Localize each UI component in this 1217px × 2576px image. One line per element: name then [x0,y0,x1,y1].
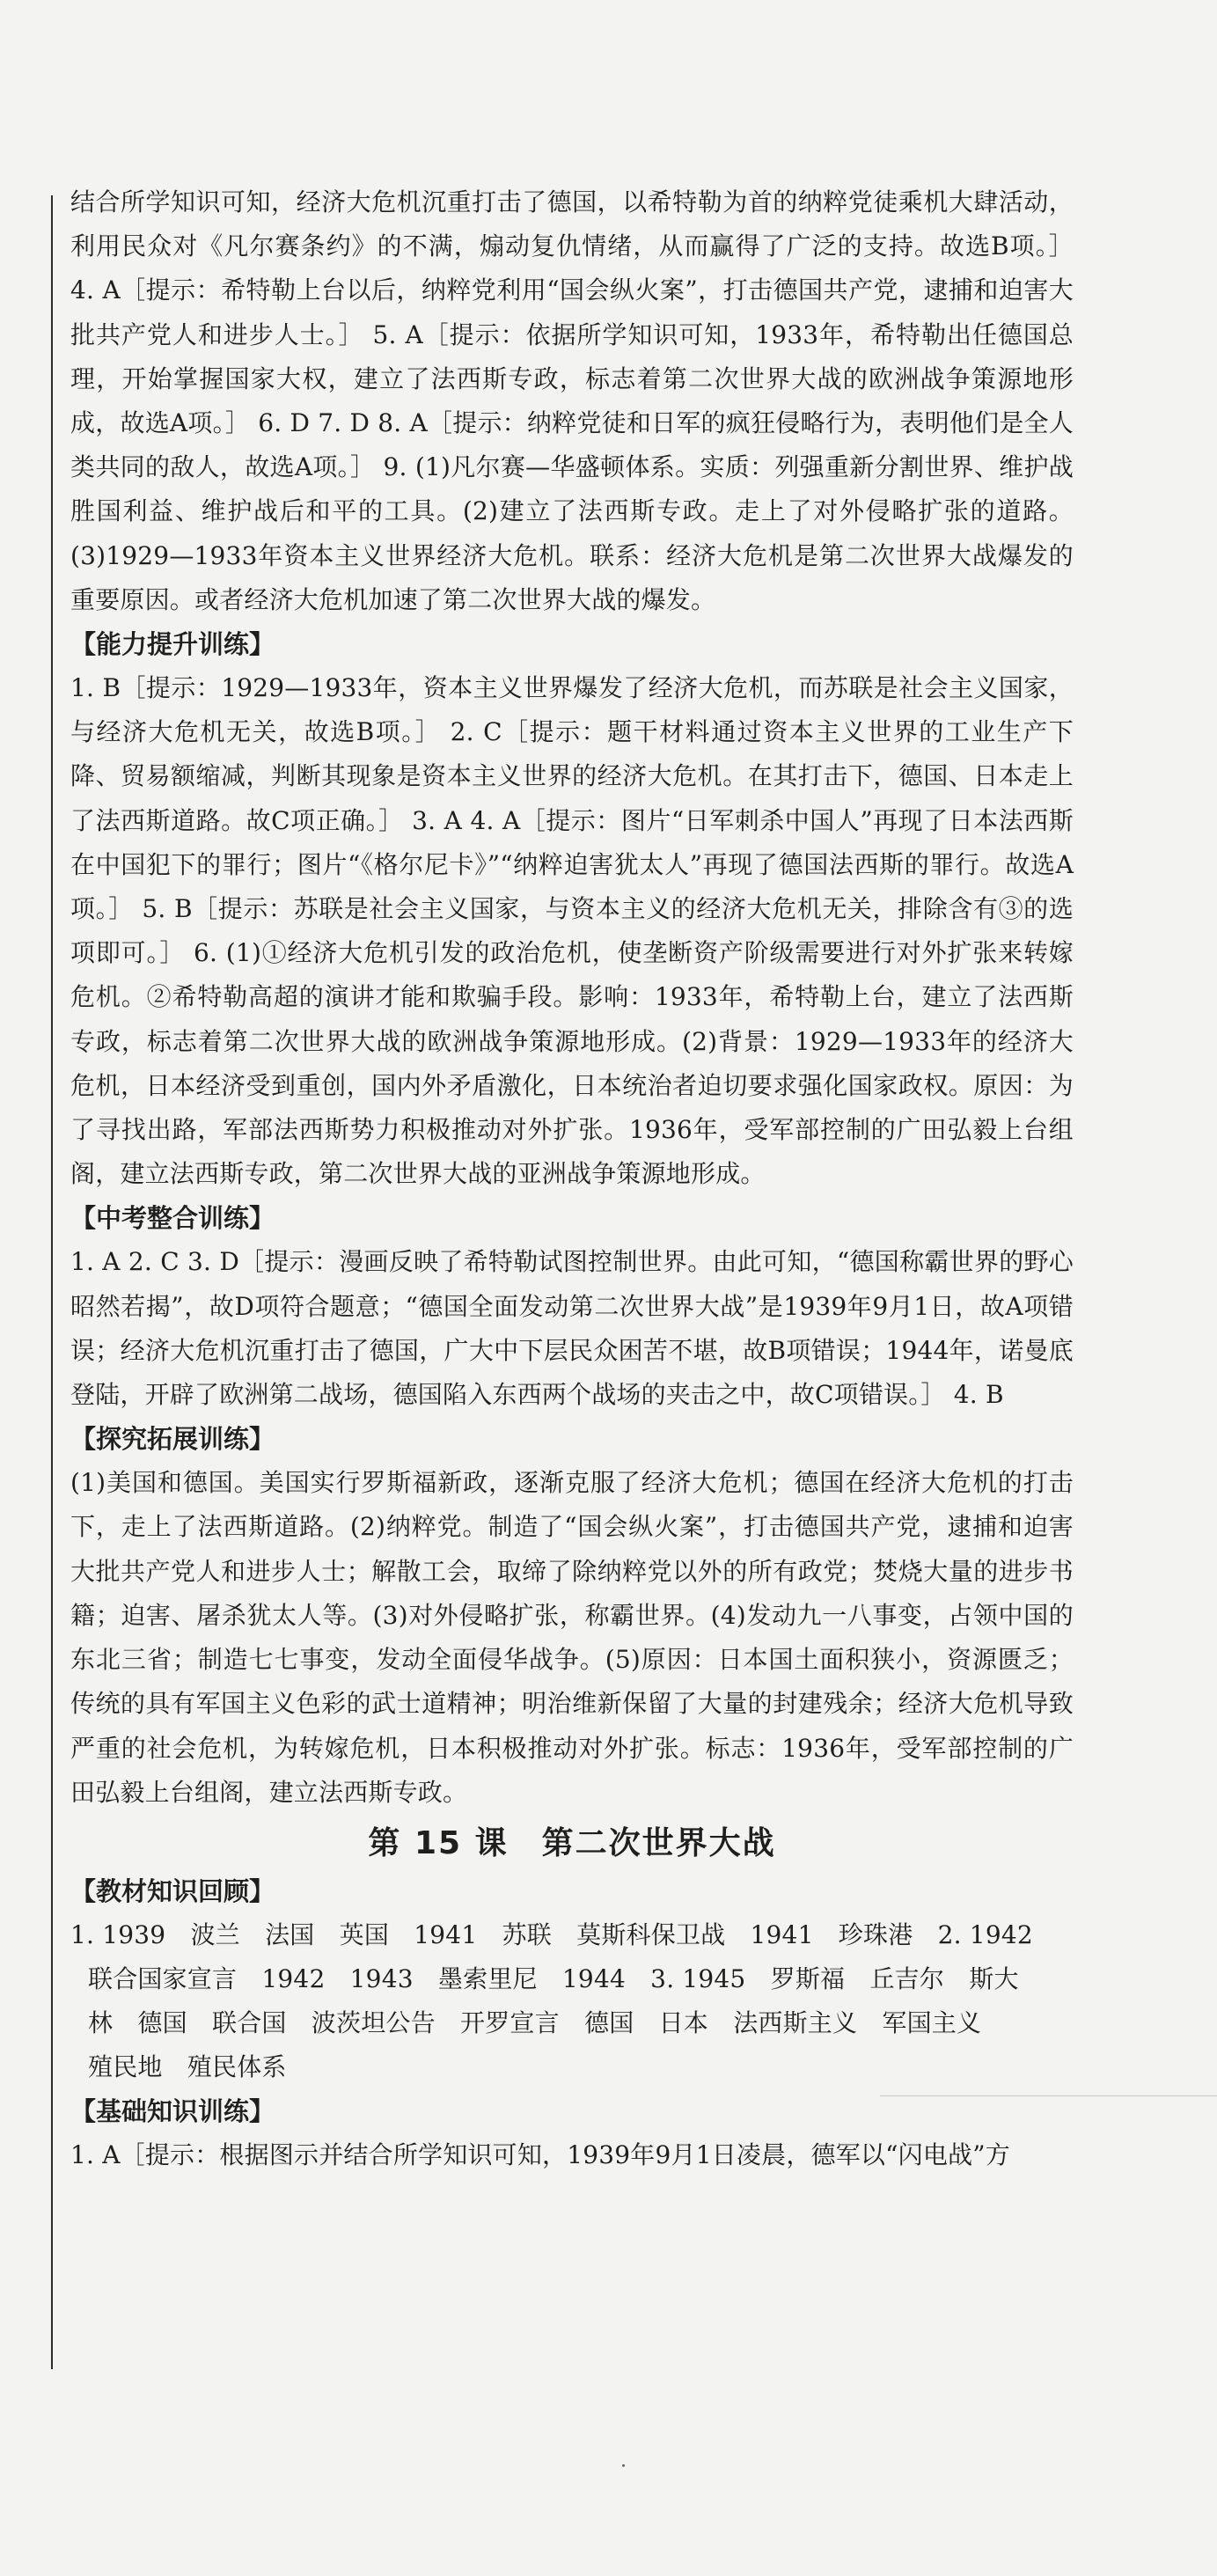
margin-rule [51,195,53,2369]
answer-line-3: 林 德国 联合国 波茨坦公告 开罗宣言 德国 日本 法西斯主义 军国主义 [88,2007,982,2037]
page-content [70,180,1074,2177]
section-heading-textbook: 【教材知识回顾】 [70,1875,275,1906]
section-heading-basic: 【基础知识训练】 [70,2095,275,2126]
answer-paragraph-2: 1. B［提示：1929—1933年，资本主义世界爆发了经济大危机，而苏联是社会主义国家，与经济大危机无关，故选B项。］ 2. C［提示：题干材料通过资本主义世界的工业生产下降、贸易额缩减，判断其现象是资本主义世界的经济大危机。在其打击下，德国、日本走上了法西斯道路。故C项正确。］ 3. A 4. A［提示：图片“日军刺杀中国人”再现了日本法西斯在中国犯下的罪行；图片“《格尔尼卡》”“纳粹迫害犹太人”再现了德国法西斯的罪行。故选A项。］ 5. B［提示：苏联是社会主义国家，与资本主义的经济大危机无关，排除含有③的选项即可。］ 6. (1)①经济大危机引发的政治危机，使垄断资产阶级需要进行对外扩张来转嫁危机。②希特勒高超的演讲才能和欺骗手段。影响：1933年，希特勒上台，建立了法西斯专政，标志着第二次世界大战的欧洲战争策源地形成。(2)背景：1929—1933年的经济大危机，日本经济受到重创，国内外矛盾激化，日本统治者迫切要求强化国家政权。原因：为了寻找出路，军部法西斯势力积极推动对外扩张。1936年，受军部控制的广田弘毅上台组阁，建立法西斯专政，第二次世界大战的亚洲战争策源地形成。 [70,673,1074,1189]
ink-dot [622,2464,625,2467]
section-heading-ability: 【能力提升训练】 [70,629,275,660]
answer-paragraph-1: 结合所学知识可知，经济大危机沉重打击了德国，以希特勒为首的纳粹党徒乘机大肆活动，利用民众对《凡尔赛条约》的不满，煽动复仇情绪，从而赢得了广泛的支持。故选B项。］ 4. A［提示：希特勒上台以后，纳粹党利用“国会纵火案”，打击德国共产党，逮捕和迫害大批共产党人和进步人士。］ 5. A［提示：依据所学知识可知，1933年，希特勒出任德国总理，开始掌握国家大权，建立了法西斯专政，标志着第二次世界大战的欧洲战争策源地形成，故选A项。］ 6. D 7. D 8. A［提示：纳粹党徒和日军的疯狂侵略行为，表明他们是全人类共同的敌人，故选A项。］ 9. (1)凡尔赛—华盛顿体系。实质：列强重新分割世界、维护战胜国利益、维护战后和平的工具。(2)建立了法西斯专政。走上了对外侵略扩张的道路。(3)1929—1933年资本主义世界经济大危机。联系：经济大危机是第二次世界大战爆发的重要原因。或者经济大危机加速了第二次世界大战的爆发。 [70,187,1074,614]
answer-line-1: 1. 1939 波兰 法国 英国 1941 苏联 莫斯科保卫战 1941 珍珠港 2. 1942 [70,1919,1033,1949]
section-heading-explore: 【探究拓展训练】 [70,1424,275,1455]
lesson-title: 第 15 课 第二次世界大战 [368,1824,776,1861]
answer-line-4: 殖民地 殖民体系 [88,2051,287,2081]
answer-paragraph-3: 1. A 2. C 3. D［提示：漫画反映了希特勒试图控制世界。由此可知，“德国称霸世界的野心昭然若揭”，故D项符合题意；“德国全面发动第二次世界大战”是1939年9月1日，故A项错误；经济大危机沉重打击了德国，广大中下层民众困苦不堪，故B项错误；1944年，诺曼底登陆，开辟了欧洲第二战场，德国陷入东西两个战场的夹击之中，故C项错误。］ 4. B [70,1247,1074,1410]
section-heading-zhongkao: 【中考整合训练】 [70,1203,275,1234]
answer-paragraph-4: (1)美国和德国。美国实行罗斯福新政，逐渐克服了经济大危机；德国在经济大危机的打击下，走上了法西斯道路。(2)纳粹党。制造了“国会纵火案”，打击德国共产党，逮捕和迫害大批共产党人和进步人士；解散工会，取缔了除纳粹党以外的所有政党；焚烧大量的进步书籍；迫害、屠杀犹太人等。(3)对外侵略扩张，称霸世界。(4)发动九一八事变，占领中国的东北三省；制造七七事变，发动全面侵华战争。(5)原因：日本国土面积狭小，资源匮乏；传统的具有军国主义色彩的武士道精神；明治维新保留了大量的封建残余；经济大危机导致严重的社会危机，为转嫁危机，日本积极推动对外扩张。标志：1936年，受军部控制的广田弘毅上台组阁，建立法西斯专政。 [70,1468,1074,1807]
separator-line [880,2095,1217,2096]
answer-paragraph-5: 1. A［提示：根据图示并结合所学知识可知，1939年9月1日凌晨，德军以“闪电战”方 [70,2139,1010,2169]
answer-line-2: 联合国家宣言 1942 1943 墨索里尼 1944 3. 1945 罗斯福 丘吉尔 斯大 [88,1963,1019,1993]
